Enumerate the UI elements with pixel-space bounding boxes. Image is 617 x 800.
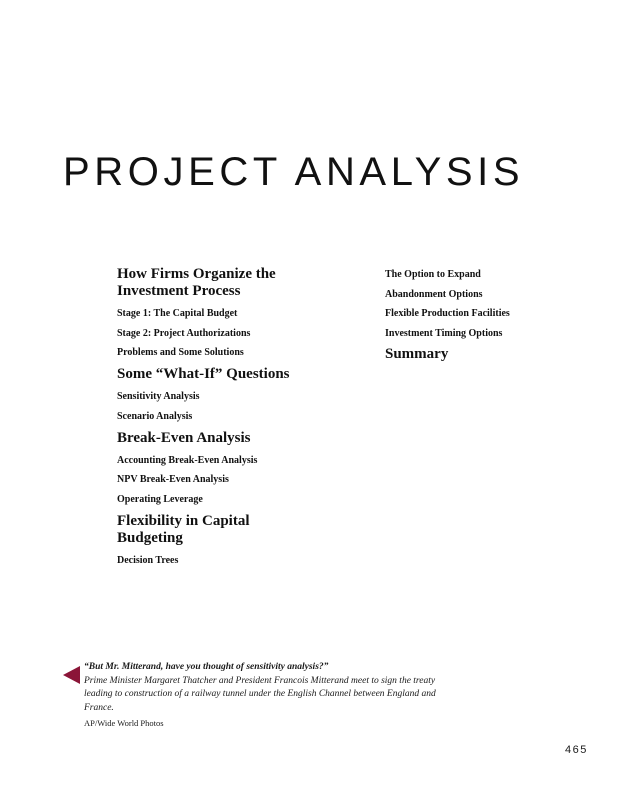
subsection-item: Stage 1: The Capital Budget xyxy=(117,308,238,319)
subsection-list xyxy=(117,551,347,571)
subsection-item: Accounting Break-Even Analysis xyxy=(117,454,258,466)
subsection-item: Abandonment Options xyxy=(385,288,483,300)
section-title: Break-Even Analysis xyxy=(117,429,251,446)
subsection-list xyxy=(385,265,585,344)
contents-section xyxy=(117,430,347,510)
contents-section xyxy=(117,366,347,426)
contents-section xyxy=(117,266,347,363)
subsection-item: Problems and Some Solutions xyxy=(117,347,244,359)
chapter-title: PROJECT ANALYSIS xyxy=(63,150,525,194)
contents-section xyxy=(117,513,347,571)
subsection-item: Stage 2: Project Authorizations xyxy=(117,327,251,339)
section-title: How Firms Organize the Investment Process xyxy=(117,266,276,299)
subsection-list xyxy=(117,451,347,510)
subsection-item: Investment Timing Options xyxy=(385,328,503,340)
caption-arrow-icon xyxy=(63,666,80,684)
subsection-item: Sensitivity Analysis xyxy=(117,391,200,403)
caption-text xyxy=(84,661,464,729)
section-title: Some “What-If” Questions xyxy=(117,366,290,383)
page-number: 465 xyxy=(565,744,588,756)
subsection-item: Scenario Analysis xyxy=(117,410,193,422)
subsection-item: Operating Leverage xyxy=(117,493,203,505)
photo-credit: AP/Wide World Photos xyxy=(84,718,164,728)
subsection-list xyxy=(117,387,347,426)
caption-quote: “But Mr. Mitterand, have you thought of sensitivity analysis?” xyxy=(84,662,329,672)
contents-right-column xyxy=(385,266,585,367)
subsection-item: Flexible Production Facilities xyxy=(385,308,510,320)
caption-description: Prime Minister Margaret Thatcher and President Francois Mitterand meet to sign the treaty leading to construction of a railway tunnel under the English Channel between England and France. xyxy=(84,675,436,713)
subsection-list xyxy=(117,304,347,363)
contents-left-column xyxy=(117,266,347,570)
subsection-item: Decision Trees xyxy=(117,554,179,566)
summary-title: Summary xyxy=(385,345,449,362)
subsection-item: The Option to Expand xyxy=(385,269,481,280)
section-title: Flexibility in Capital Budgeting xyxy=(117,512,250,546)
subsection-item: NPV Break-Even Analysis xyxy=(117,474,229,486)
